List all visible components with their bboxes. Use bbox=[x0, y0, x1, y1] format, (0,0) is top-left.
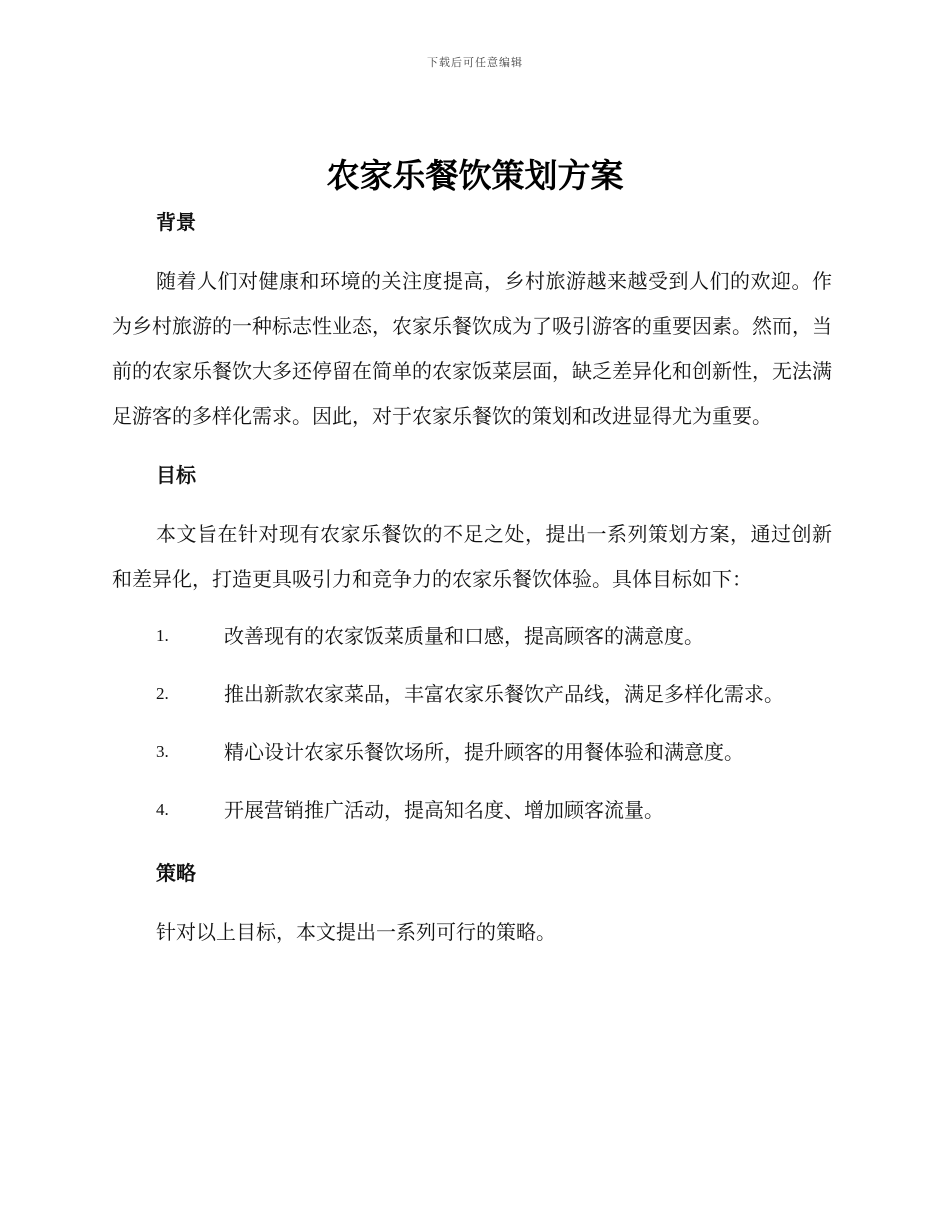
list-item-text: 开展营销推广活动，提高知名度、增加顾客流量。 bbox=[224, 798, 664, 822]
list-item bbox=[112, 682, 832, 740]
list-item-number: 4. bbox=[156, 800, 169, 819]
list-item bbox=[112, 798, 832, 856]
section-heading-strategy: 策略 bbox=[156, 861, 196, 885]
goals-list bbox=[112, 624, 832, 856]
list-item bbox=[112, 740, 832, 798]
section-heading-background: 背景 bbox=[156, 210, 196, 234]
background-paragraph: 随着人们对健康和环境的关注度提高，乡村旅游越来越受到人们的欢迎。作为乡村旅游的一种标志性业态，农家乐餐饮成为了吸引游客的重要因素。然而，当前的农家乐餐饮大多还停留在简单的农家饭菜层面，缺乏差异化和创新性，无法满足游客的多样化需求。因此，对于农家乐餐饮的策划和改进显得尤为重要。 bbox=[112, 269, 832, 428]
page-header: 下载后可任意编辑 bbox=[427, 56, 523, 69]
list-item bbox=[112, 624, 832, 682]
list-item-text: 推出新款农家菜品，丰富农家乐餐饮产品线，满足多样化需求。 bbox=[224, 682, 784, 706]
goals-paragraph: 本文旨在针对现有农家乐餐饮的不足之处，提出一系列策划方案，通过创新和差异化，打造更具吸引力和竞争力的农家乐餐饮体验。具体目标如下： bbox=[112, 522, 832, 591]
list-item-number: 1. bbox=[156, 626, 169, 645]
list-item-number: 2. bbox=[156, 684, 169, 703]
list-item-number: 3. bbox=[156, 742, 169, 761]
list-item-text: 精心设计农家乐餐饮场所，提升顾客的用餐体验和满意度。 bbox=[224, 740, 744, 764]
strategy-paragraph: 针对以上目标，本文提出一系列可行的策略。 bbox=[156, 920, 556, 944]
list-item-text: 改善现有的农家饭菜质量和口感，提高顾客的满意度。 bbox=[224, 624, 704, 648]
section-heading-goals: 目标 bbox=[156, 463, 196, 487]
document-body bbox=[112, 205, 832, 955]
document-title: 农家乐餐饮策划方案 bbox=[326, 156, 624, 195]
